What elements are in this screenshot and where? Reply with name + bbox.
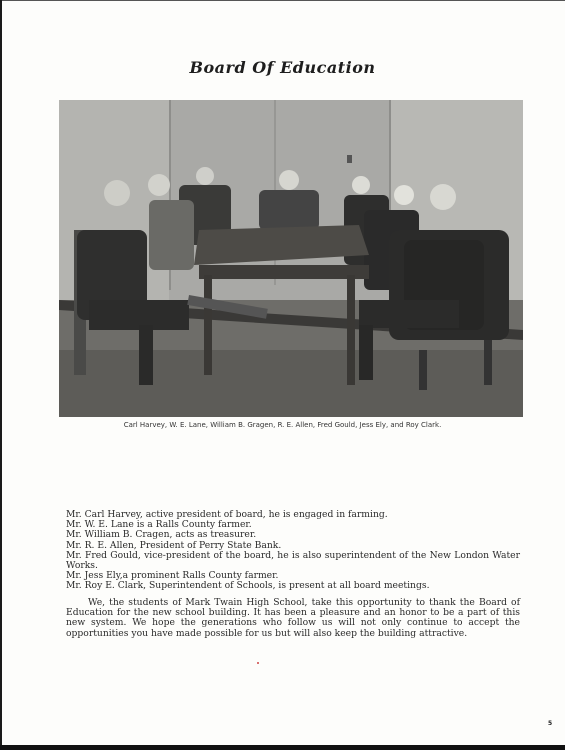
bio-line: Mr. William B. Cragen, acts as treasurer.	[66, 529, 257, 541]
bio-line: Mr. Carl Harvey, active president of board, he is engaged in farming.	[66, 509, 388, 520]
board-photo-image	[59, 100, 523, 417]
bio-line: Mr. W. E. Lane is a Ralls County farmer.	[66, 519, 252, 531]
bio-line: Mr. Jess Ely,a prominent Ralls County farmer.	[66, 570, 279, 582]
page-title: Board Of Education	[189, 58, 376, 77]
page-edge-left	[0, 0, 2, 750]
print-speck	[257, 662, 259, 664]
board-photo	[59, 100, 523, 417]
page-edge-bottom	[0, 745, 565, 750]
page-number: 5	[548, 720, 553, 727]
bio-line: Mr. R. E. Allen, President of Perry State Bank.	[66, 539, 282, 551]
photo-caption: Carl Harvey, W. E. Lane, William B. Gragen, R. E. Allen, Fred Gould, Jess Ely, and Roy Clark.	[123, 421, 442, 429]
bio-line: Mr. Roy E. Clark, Superintendent of Schools, is present at all board meetings.	[66, 580, 430, 592]
thanks-paragraph: We, the students of Mark Twain High School, take this opportunity to thank the Board of Education for the new school building. It has been a pleasure and an honor to be a part of this new system. We hope the generations who follow us will not only continue to accept the opportunities you have made possible for us but will also keep the building attractive.	[66, 597, 520, 639]
bio-list	[66, 510, 520, 592]
page-edge-top	[0, 0, 565, 1]
bio-line: Mr. Fred Gould, vice-president of the board, he is also superintendent of the New London Water Works.	[66, 549, 520, 572]
